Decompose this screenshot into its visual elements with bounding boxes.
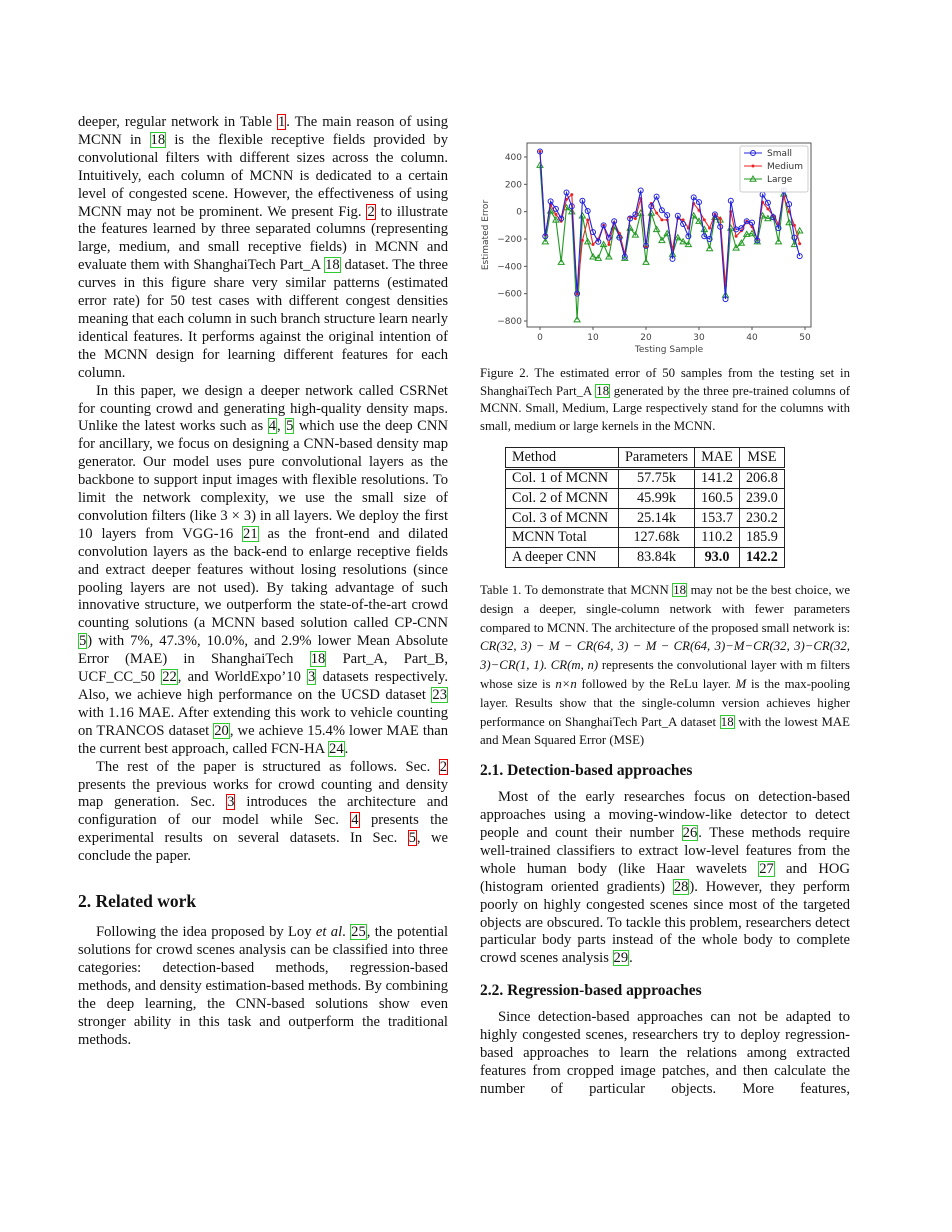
x-tick-label: 10 — [587, 333, 599, 343]
section-heading-related-work: 2. Related work — [78, 891, 197, 912]
legend-marker — [752, 165, 755, 168]
x-tick-label: 30 — [693, 333, 705, 343]
table-cell: 45.99k — [619, 489, 695, 509]
table-row — [506, 468, 785, 489]
citation-link[interactable]: 5 — [79, 633, 87, 650]
legend-label: Small — [767, 149, 792, 159]
citation-link[interactable]: 28 — [673, 878, 689, 895]
legend-label: Large — [767, 175, 793, 185]
data-point-medium — [798, 242, 801, 245]
math-expression: CR(32, 3) − M − CR(64, 3) − M − CR(64, 3)−M−CR(32, 3)−CR(32, 3)−CR(1, 1). CR(m, n) — [480, 639, 850, 673]
table-cell: 142.2 — [739, 547, 784, 567]
citation-link[interactable]: 26 — [682, 824, 698, 841]
table-cell: MCNN Total — [506, 528, 619, 548]
y-tick-label: −400 — [497, 262, 522, 273]
table-row — [506, 547, 785, 567]
y-axis-label: Estimated Error — [481, 199, 491, 271]
math-expression: M — [735, 676, 747, 691]
table-cell: A deeper CNN — [506, 547, 619, 567]
citation-link[interactable]: 3 — [308, 669, 316, 686]
data-point-medium — [554, 213, 557, 216]
data-point-medium — [708, 227, 711, 230]
x-tick-label: 0 — [537, 333, 543, 343]
table-cell: 93.0 — [695, 547, 740, 567]
table-cell: Col. 1 of MCNN — [506, 468, 619, 489]
cross-reference-link[interactable]: 3 — [227, 794, 235, 811]
column-header: Parameters — [619, 448, 695, 469]
table-cell: Col. 2 of MCNN — [506, 489, 619, 509]
y-tick-label: −800 — [497, 317, 522, 327]
data-point-medium — [634, 217, 637, 220]
data-point-medium — [570, 193, 573, 196]
math-expression: n×n — [555, 676, 577, 691]
data-point-medium — [719, 217, 722, 220]
table-row — [506, 508, 785, 528]
table-header-row — [506, 448, 785, 469]
x-tick-label: 50 — [799, 333, 811, 343]
data-point-medium — [607, 243, 610, 246]
data-point-medium — [660, 218, 663, 221]
estimated-error-chart — [478, 140, 823, 360]
citation-link[interactable]: 24 — [329, 740, 344, 757]
data-point-medium — [682, 218, 685, 221]
table-cell: 185.9 — [739, 528, 784, 548]
column-header: MAE — [695, 448, 740, 469]
citation-link[interactable]: 29 — [613, 950, 629, 967]
y-tick-label: 400 — [504, 153, 522, 163]
citation-link[interactable]: 27 — [759, 860, 774, 877]
citation-link[interactable]: 25 — [351, 924, 366, 941]
figure-2-caption-block — [480, 365, 850, 435]
table-row — [506, 528, 785, 548]
column-header: MSE — [739, 448, 784, 469]
table-cell: 110.2 — [695, 528, 740, 548]
detection-based-paragraph: Most of the early researches focus on detection-based approaches using a moving-window-like detector to detect people and count their number 26. These methods require well-trained classifiers to extract low-level features from the whole human body (like Haar wavelets 27 and HOG (histogram oriented gradients) 28). However, they perform poorly on highly congested scenes since most of the targeted objects are obscured. To tackle this problem, researchers detect particular body parts instead of the whole body to complete crowd scenes analysis 29. — [480, 789, 850, 967]
left-column — [78, 114, 448, 1049]
right-column — [480, 581, 850, 1099]
data-point-medium — [793, 224, 796, 227]
citation-link[interactable]: 22 — [162, 669, 177, 686]
citation-link[interactable]: 18 — [310, 651, 326, 668]
table-cell: 25.14k — [619, 508, 695, 528]
citation-link[interactable]: 4 — [268, 418, 276, 435]
section-heading-detection-based: 2.1. Detection-based approaches — [480, 762, 693, 780]
intro-paragraph-2: In this paper, we design a deeper network called CSRNet for counting crowd and generating high-quality density maps. Unlike the latest works such as 4, 5 which use the deep CNN for ancillary, we focus on designing a CNN-based density map generator. Our model uses pure convolutional layers as the backbone to support input images with flexible resolutions. To limit the network complexity, we use the small size of convolution filters (like 3 × 3) in all layers. We deploy the first 10 layers from VGG-16 21 as the front-end and dilated convolution layers as the back-end to enlarge receptive fields and extract deeper features without losing resolutions (since pooling layers are not used). By taking advantage of such innovative structure, we outperform the state-of-the-art crowd counting solutions (a MCNN based solution called CP-CNN 5) with 7%, 47.3%, 10.0%, and 2.9% lower Mean Absolute Error (MAE) in ShanghaiTech 18 Part_A, Part_B, UCF_CC_50 22, and WorldExpo’10 3 datasets respectively. Also, we achieve high performance on the UCSD dataset 23 with 1.16 MAE. After extending this work to vehicle counting on TRANCOS dataset 20, we achieve 15.4% lower MAE than the current best approach, called FCN-HA 24. — [78, 382, 448, 757]
y-tick-label: 0 — [516, 207, 522, 218]
cross-reference-link[interactable]: 2 — [367, 203, 375, 220]
column-header: Method — [506, 448, 619, 469]
x-tick-label: 40 — [746, 333, 758, 343]
table-cell: 57.75k — [619, 468, 695, 489]
cross-reference-link[interactable]: 4 — [351, 812, 359, 829]
table-cell: 239.0 — [739, 489, 784, 509]
intro-paragraph-3: The rest of the paper is structured as follows. Sec. 2 presents the previous works for crowd counting and density map generation. Sec. 3 introduces the architecture and configuration of our model while Sec. 4 presents the experimental results on several datasets. In Sec. 5, we conclude the paper. — [78, 758, 448, 865]
data-point-medium — [586, 218, 589, 221]
results-table — [505, 447, 785, 568]
citation-link[interactable]: 20 — [214, 722, 229, 739]
related-work-paragraph: Following the idea proposed by Loy et al. 25, the potential solutions for crowd scenes analysis can be classified into three categories: detection-based methods, regression-based methods, and density estimation-based methods. By combining the deep learning, the CNN-based solutions show even stronger ability in this task and outperform the traditional methods. — [78, 924, 449, 1048]
data-point-medium — [703, 218, 706, 221]
data-point-medium — [581, 239, 584, 242]
table-cell: 153.7 — [695, 508, 740, 528]
citation-link[interactable]: 23 — [432, 687, 447, 703]
section-heading-regression-based: 2.2. Regression-based approaches — [480, 982, 702, 1000]
intro-paragraph-1: deeper, regular network in Table 1. The main reason of using MCNN in 18 is the flexible receptive fields provided by convolutional filters with different sizes across the column. Intuitively, each column of MCNN is dedicated to a certain level of congested scene. However, the effectiveness of using MCNN may not be prominent. We present Fig. 2 to illustrate the features learned by three separated columns (representing large, medium, and small receptive fields) in MCNN and evaluate them with ShanghaiTech Part_A 18 dataset. The three curves in this figure share very similar patterns (estimated error rate) for 50 test cases with different congest densities meaning that each column in such branch structure learn nearly identical features. It performs against the original intention of the MCNN design for learning different features for each column. — [78, 114, 449, 381]
table-1-caption: Table 1. To demonstrate that MCNN 18 may not be the best choice, we design a deeper, single-column network with fewer parameters compared to MCNN. The architecture of the proposed small network is: CR(32, 3) − M − CR(64, 3) − M − CR(64, 3)−M−CR(32, 3)−CR(32, 3)−CR(1, 1). CR(m, n) represents the convolutional layer with m filters whose size is n×n followed by the ReLu layer. M is the max-pooling layer. Results show that the single-column version achieves higher performance on ShanghaiTech Part_A dataset 18 with the lowest MAE and Mean Squared Error (MSE) — [480, 583, 850, 748]
legend-label: Medium — [767, 162, 803, 172]
citation-link[interactable]: 18 — [596, 383, 610, 398]
y-tick-label: −600 — [497, 289, 522, 300]
citation-link[interactable]: 18 — [673, 583, 687, 597]
citation-link[interactable]: 18 — [150, 131, 166, 148]
table-cell: 230.2 — [739, 508, 784, 528]
citation-link[interactable]: 21 — [243, 525, 258, 542]
y-tick-label: 200 — [504, 180, 522, 191]
data-point-medium — [766, 207, 769, 210]
italic-text: et al — [315, 924, 343, 941]
citation-link[interactable]: 18 — [325, 257, 340, 274]
table-cell: 206.8 — [739, 468, 784, 489]
table-cell: Col. 3 of MCNN — [506, 508, 619, 528]
x-axis-label: Testing Sample — [634, 345, 704, 355]
y-tick-label: −200 — [497, 235, 522, 245]
data-point-medium — [592, 243, 595, 246]
cross-reference-link[interactable]: 2 — [439, 758, 447, 775]
data-point-medium — [655, 212, 658, 215]
regression-based-paragraph: Since detection-based approaches can not be adapted to highly congested scenes, researchers try to deploy regression-based approaches to learn the relations among extracted features from cropped image patches, and then calculate the number of particular objects. More features, — [480, 1009, 850, 1097]
table-cell: 127.68k — [619, 528, 695, 548]
table-cell: 160.5 — [695, 489, 740, 509]
table-cell: 141.2 — [695, 468, 740, 489]
data-point-medium — [735, 235, 738, 238]
x-tick-label: 20 — [640, 333, 652, 343]
table-cell: 83.84k — [619, 547, 695, 567]
table-row — [506, 489, 785, 509]
citation-link[interactable]: 18 — [720, 714, 734, 729]
cross-reference-link[interactable]: 5 — [408, 830, 416, 847]
figure-2-caption: Figure 2. The estimated error of 50 samples from the testing set in ShanghaiTech Part_A 18 generated by the three pre-trained columns of MCNN. Small, Medium, Large respectively stand for the columns with small, medium or large kernels in the MCNN. — [480, 366, 850, 433]
citation-link[interactable]: 5 — [286, 418, 294, 435]
cross-reference-link[interactable]: 1 — [277, 114, 286, 130]
